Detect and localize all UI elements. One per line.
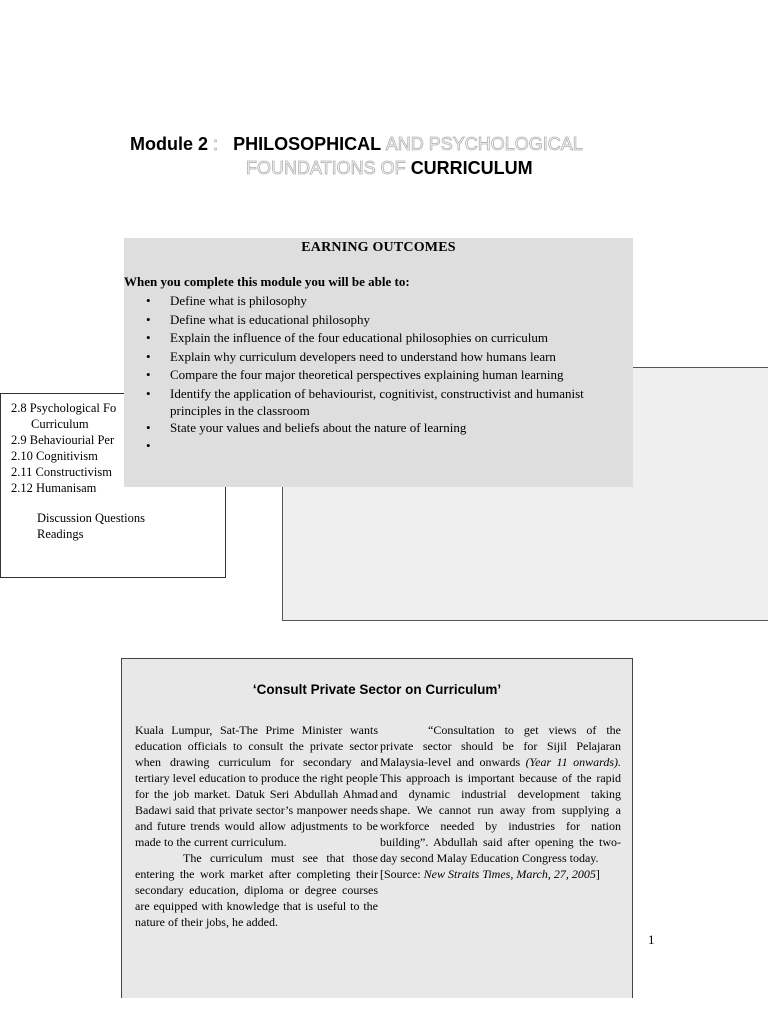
outcome-item: • Define what is philosophy — [170, 292, 633, 311]
title-word-and-psychological: AND PSYCHOLOGICAL — [385, 134, 583, 154]
bullet-icon: • — [146, 419, 151, 435]
module-title — [130, 133, 583, 155]
module-label: Module 2 — [130, 134, 209, 154]
news-paragraph: Kuala Lumpur, Sat-The Prime Minister wants education officials to consult the private sector when drawing curriculum for secondary and tertiary level education to produce the right people for the job market. Datuk Seri Abdullah Ahmad Badawi said that private sector’s manpower needs and future trends would allow adjustments to be made to the current curriculum. — [135, 723, 378, 849]
title-word-curriculum: CURRICULUM — [410, 158, 533, 178]
outcomes-list — [124, 292, 633, 453]
contents-item: 2.12 Humanisam — [11, 481, 97, 495]
title-word-philosophical: PHILOSOPHICAL — [233, 134, 381, 154]
news-paragraph: The curriculum must see that those entering the work market after completing their secondary education, diploma or degree courses are equipped with knowledge that is useful to the nature of their jobs, he added. — [135, 851, 378, 929]
bullet-icon: • — [146, 311, 151, 327]
news-headline: ‘Consult Private Sector on Curriculum’ — [252, 682, 502, 697]
outcome-item: • Identify the application of behaviourist, cognitivist, constructivist and humanist principles in the classroom — [146, 385, 584, 418]
outcome-item: • Explain the influence of the four educational philosophies on curriculum — [170, 329, 633, 348]
contents-extra — [1, 496, 225, 542]
page-number: 1 — [648, 932, 655, 947]
contents-item: 2.10 Cognitivism — [11, 449, 98, 463]
bullet-icon: • — [146, 293, 151, 308]
outcome-item: • Explain why curriculum developers need to understand how humans learn — [170, 348, 633, 367]
contents-item: Curriculum — [31, 417, 89, 431]
outcomes-heading: EARNING OUTCOMES — [301, 240, 456, 255]
bullet-icon: • — [146, 348, 151, 364]
bullet-icon: • — [146, 438, 151, 453]
outcome-item: • Define what is educational philosophy — [170, 311, 633, 330]
outcome-item: • Compare the four major theoretical perspectives explaining human learning — [170, 366, 633, 385]
contents-item: 2.11 Constructivism — [11, 465, 112, 479]
contents-item: 2.8 Psychological Fo — [11, 401, 117, 415]
discussion-questions-label: Discussion Questions — [37, 511, 145, 525]
title-word-foundations-of: FOUNDATIONS OF — [246, 158, 406, 178]
news-paragraph: “Consultation to get views of the private sector should be for Sijil Pelajaran Malaysia-level and onwards (Year 11 onwards). This approach is important because of the rapid and dynamic industrial development taking shape. We cannot run away from supplying a workforce needed by industries for nation building”. Abdullah said after opening the two-day second Malay Education Congress today. — [380, 723, 621, 865]
bullet-icon: • — [146, 367, 151, 382]
news-column-left — [135, 722, 378, 930]
news-article-box — [121, 658, 633, 998]
outcomes-intro: When you complete this module you will be able to: — [124, 274, 410, 289]
bullet-icon: • — [146, 385, 151, 401]
readings-label: Readings — [37, 527, 84, 541]
bullet-icon: • — [146, 330, 151, 345]
outcome-item: • State your values and beliefs about the nature of learning — [170, 419, 633, 438]
news-source: [Source: New Straits Times, March, 27, 2005] — [380, 867, 600, 881]
learning-outcomes-box — [124, 238, 633, 487]
module-title-line2 — [246, 157, 533, 179]
title-colon: : — [213, 134, 219, 154]
news-column-right — [380, 722, 621, 882]
contents-item: 2.9 Behaviourial Per — [11, 433, 115, 447]
